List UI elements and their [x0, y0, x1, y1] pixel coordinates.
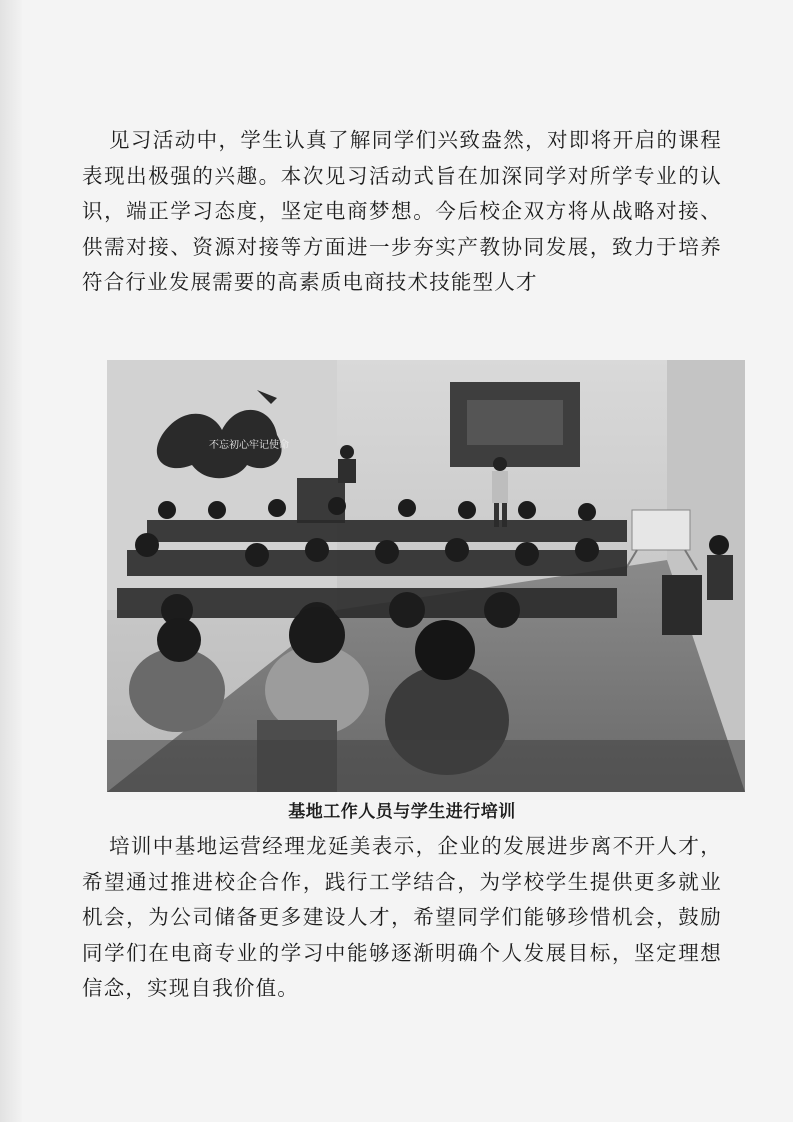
body-text-bottom [82, 829, 722, 1007]
photo-illustration [107, 360, 745, 792]
page-edge-shadow [0, 0, 22, 1122]
wall-logo-text: 不忘初心牢记使命 [209, 440, 289, 451]
training-photo [107, 360, 745, 792]
photo-caption: 基地工作人员与学生进行培训 [288, 802, 516, 822]
paragraph: 见习活动中，学生认真了解同学们兴致盎然，对即将开启的课程表现出极强的兴趣。本次见习活动式旨在加深同学对所学专业的认识，端正学习态度，坚定电商梦想。今后校企双方将从战略对接、供需对接、资源对接等方面进一步夯实产教协同发展，致力于培养符合行业发展需要的高素质电商技术技能型人才 [82, 128, 722, 294]
body-text-top [82, 123, 722, 301]
paragraph: 培训中基地运营经理龙延美表示，企业的发展进步离不开人才，希望通过推进校企合作，践行工学结合，为学校学生提供更多就业机会，为公司储备更多建设人才，希望同学们能够珍惜机会，鼓励同学们在电商专业的学习中能够逐渐明确个人发展目标，坚定理想信念，实现自我价值。 [82, 834, 722, 1000]
